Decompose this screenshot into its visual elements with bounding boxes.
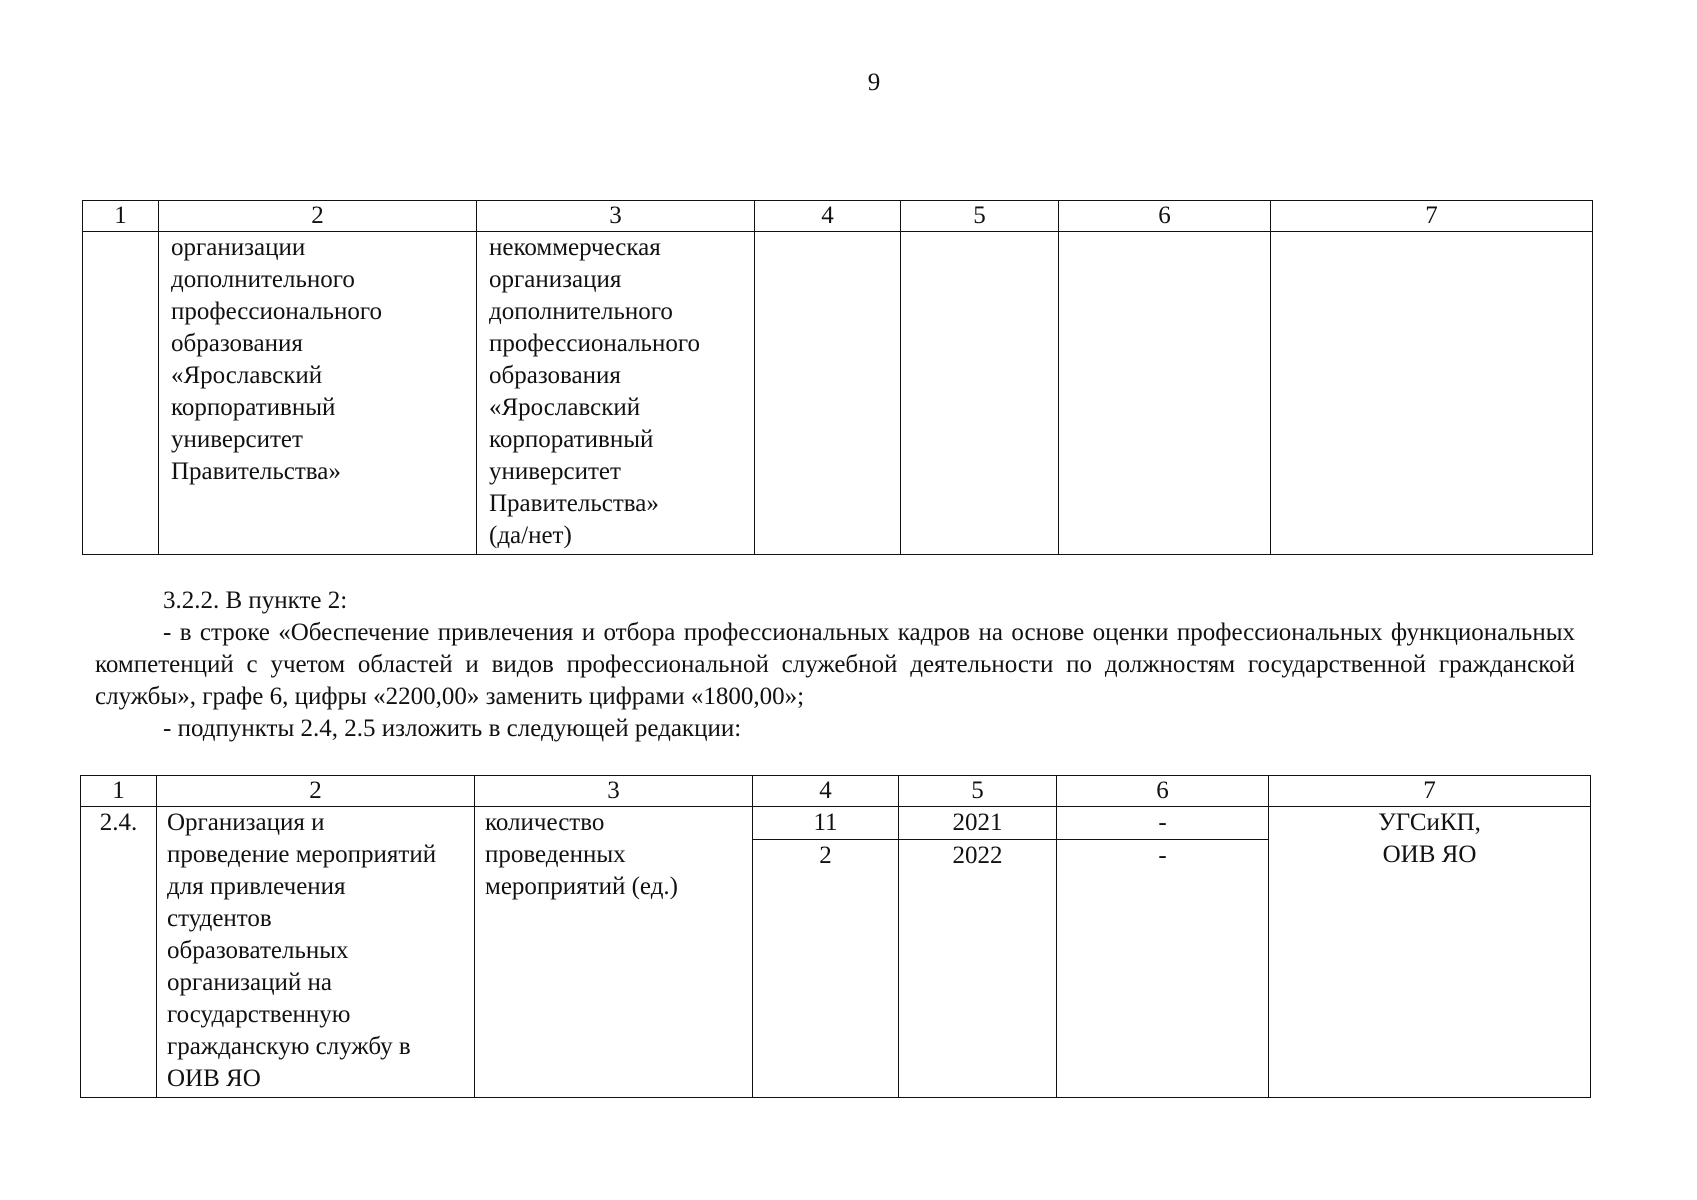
text-line: студентов — [167, 905, 272, 932]
text-line: профессионального — [171, 298, 382, 325]
text-line: образовательных — [167, 937, 349, 964]
column-header-1: 1 — [83, 201, 159, 232]
funding-2022: - — [1057, 839, 1268, 872]
table-continuation — [82, 200, 1593, 555]
table-new-subitems — [80, 775, 1591, 1098]
text-line: некоммерческая — [489, 234, 661, 261]
table-header-row — [83, 201, 1593, 232]
year-2022: 2022 — [899, 839, 1056, 872]
text-line: образования — [489, 362, 621, 389]
year-2021: 2021 — [952, 809, 1003, 836]
table-row — [81, 807, 1591, 1098]
text-line: Организация и — [167, 809, 325, 836]
cell-number — [83, 232, 159, 555]
cell-indicator — [475, 807, 753, 1098]
column-header-5: 5 — [901, 201, 1059, 232]
text-line: Правительства» — [489, 490, 659, 517]
column-header-7: 7 — [1271, 201, 1593, 232]
table-header-row — [81, 776, 1591, 807]
text-line: дополнительного — [489, 298, 673, 325]
cell-organization-name — [159, 232, 477, 555]
text-line: организация — [489, 266, 622, 293]
text-line: количество — [485, 809, 605, 836]
cell-responsible — [1271, 232, 1593, 555]
text-line: профессионального — [489, 330, 700, 357]
table-row — [83, 232, 1593, 555]
column-header-5: 5 — [899, 776, 1057, 807]
column-header-4: 4 — [755, 201, 901, 232]
column-header-2: 2 — [157, 776, 475, 807]
amendment-paragraph: - подпункты 2.4, 2.5 изложить в следующей редакции: — [163, 715, 742, 742]
column-header-3: 3 — [477, 201, 755, 232]
column-header-1: 1 — [81, 776, 157, 807]
text-line: университет — [489, 458, 621, 485]
text-line: (да/нет) — [489, 522, 572, 549]
text-line: мероприятий (ед.) — [485, 873, 678, 900]
text-line: государственную — [167, 1001, 351, 1028]
column-header-3: 3 — [475, 776, 753, 807]
cell-funding — [1059, 232, 1271, 555]
cell-activity — [157, 807, 475, 1098]
text-line: университет — [171, 426, 303, 453]
page-number: 9 — [867, 69, 881, 96]
text-line: образования — [171, 330, 303, 357]
text-line: организаций на — [167, 969, 332, 996]
column-header-2: 2 — [159, 201, 477, 232]
cell-value — [753, 807, 899, 1098]
cell-year — [899, 807, 1057, 1098]
cell-responsible — [1269, 807, 1591, 1098]
text-line: Правительства» — [171, 458, 341, 485]
text-line: проведенных — [485, 841, 626, 868]
text-line: УГСиКП, — [1378, 809, 1481, 836]
text-line: «Ярославский — [171, 362, 323, 389]
value-2022: 2 — [753, 839, 898, 872]
text-line: корпоративный — [489, 426, 654, 453]
text-line: ОИВ ЯО — [1382, 841, 1477, 868]
text-line: проведение мероприятий — [167, 841, 437, 868]
column-header-6: 6 — [1057, 776, 1269, 807]
cell-number: 2.4. — [81, 807, 157, 1098]
section-heading: 3.2.2. В пункте 2: — [163, 587, 348, 614]
amendment-paragraph: - в строке «Обеспечение привлечения и отбора профессиональных кадров на основе оценки профессиональных функциональных компетенций с учетом областей и видов профессиональной служебной деятельности по должностям государственной гражданской службы», графе 6, цифры «2200,00» заменить цифрами «1800,00»; — [95, 619, 1575, 710]
text-line: гражданскую службу в — [167, 1033, 411, 1060]
cell-indicator — [477, 232, 755, 555]
funding-2021: - — [1158, 809, 1167, 836]
text-line: дополнительного — [171, 266, 355, 293]
text-line: корпоративный — [171, 394, 336, 421]
text-line: организации — [171, 234, 306, 261]
text-line: для привлечения — [167, 873, 346, 900]
cell-value — [755, 232, 901, 555]
cell-year — [901, 232, 1059, 555]
column-header-6: 6 — [1059, 201, 1271, 232]
amendment-text — [95, 585, 1575, 745]
column-header-7: 7 — [1269, 776, 1591, 807]
cell-funding — [1057, 807, 1269, 1098]
text-line: «Ярославский — [489, 394, 641, 421]
value-2021: 11 — [813, 809, 838, 836]
column-header-4: 4 — [753, 776, 899, 807]
text-line: ОИВ ЯО — [167, 1065, 261, 1092]
